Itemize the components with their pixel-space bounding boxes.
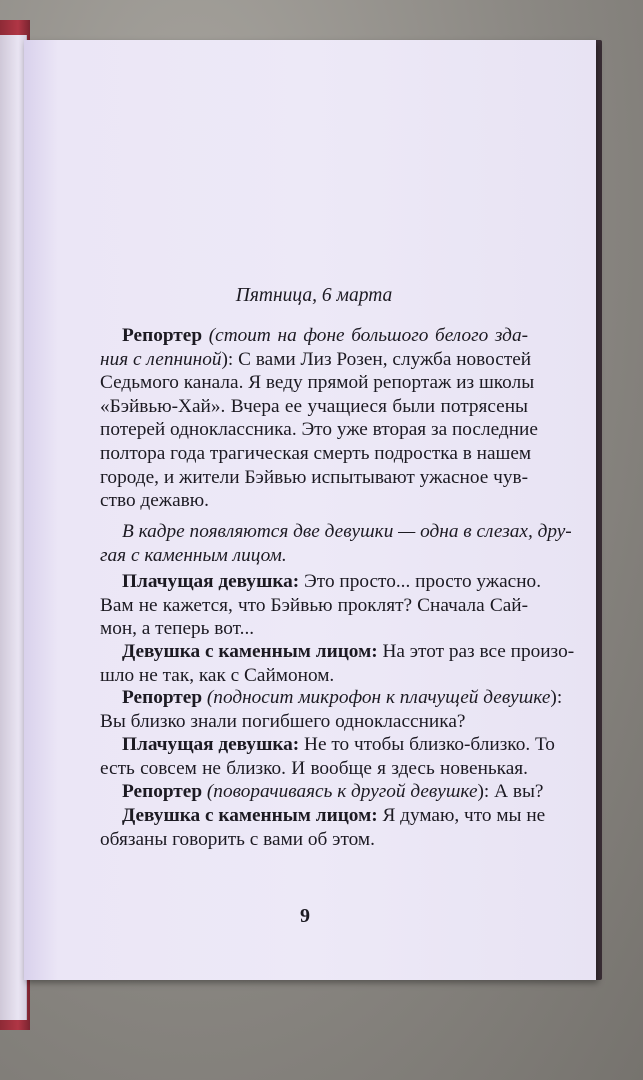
paragraph-reporter-3 [100,780,544,804]
stage-direction: (подносит микрофон к плачущей девушке [206,687,551,708]
text-line: «Бэйвью-Хай». Вчера ее учащиеся были потрясены [100,395,528,417]
text-line: ния с лепниной): С вами Лиз Розен, служба новостей [100,348,532,370]
speaker-label: Плачущая девушка: [122,734,300,755]
chapter-date-heading: Пятница, 6 марта [235,285,393,306]
paragraph-reporter-2 [100,686,563,733]
text-line [100,324,528,348]
text-line: мон, а теперь вот... [100,618,255,640]
paragraph-crying-girl-2 [100,733,555,780]
text-line: Плачущая девушка: Не то чтобы близко-близко. То [122,734,555,755]
text-line: Плачущая девушка: Это просто... просто ужасно. [122,571,542,592]
speaker-label: Репортер [122,687,203,708]
speaker-label: Плачущая девушка: [122,571,300,592]
text-line: ство дежавю. [100,490,209,512]
text-line: шло не так, как с Саймоном. [100,664,335,686]
text-line: полтора года трагическая смерть подростка в нашем [100,442,532,464]
paragraph-stone-face-1 [100,640,575,687]
paragraph-stage-direction [100,520,572,567]
text-line: Репортер (поворачиваясь к другой девушке): А вы? [122,781,544,802]
paragraph-stone-face-2 [100,804,546,851]
speaker-label: Репортер [122,781,203,802]
text-line: Девушка с каменным лицом: На этот раз все произо- [122,641,575,662]
text-line: Девушка с каменным лицом: Я думаю, что мы не [122,805,546,826]
stage-direction: (стоит на фоне большого белого зда- [208,325,529,346]
stage-direction: (поворачиваясь к другой девушке [206,781,478,802]
speaker-label: Девушка с каменным лицом: [122,805,378,826]
text-line: Вам не кажется, что Бэйвью проклят? Сначала Сай- [100,594,528,616]
paragraph-reporter-intro [100,324,538,513]
left-page-edge [0,35,27,1020]
text-line: обязаны говорить с вами об этом. [100,828,375,850]
page-number: 9 [300,905,310,927]
stage-direction: ния с лепниной [100,348,222,370]
text-line: есть совсем не близко. И вообще я здесь новенькая. [100,757,528,779]
speaker-label: Репортер [122,325,203,346]
text-line: В кадре появляются две девушки — одна в слезах, дру- [122,521,572,542]
paragraph-crying-girl-1 [100,570,542,641]
text-line: Седьмого канала. Я веду прямой репортаж из школы [100,372,535,394]
text-line: Вы близко знали погибшего одноклассника? [100,710,466,732]
text-line: городе, и жители Бэйвью испытывают ужасное чув- [100,466,528,488]
speaker-label: Девушка с каменным лицом: [122,641,378,662]
text-line: Репортер (подносит микрофон к плачущей девушке): [122,687,563,708]
text-line: потерей одноклассника. Это уже вторая за последние [100,419,538,441]
text-line: гая с каменным лицом. [100,544,287,566]
